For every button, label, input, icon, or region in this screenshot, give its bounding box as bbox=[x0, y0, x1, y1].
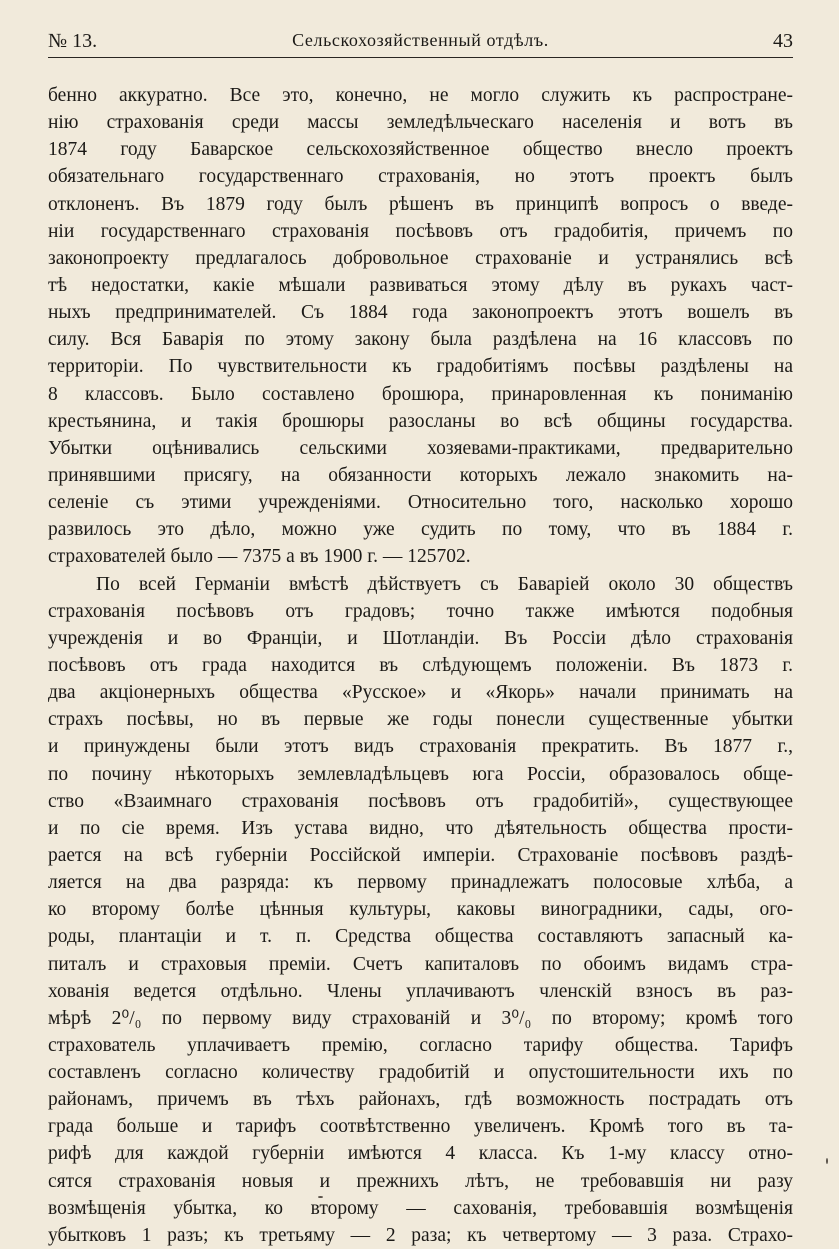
text-line: законопроекту предлагалось добровольное страхованіе и устранялись всѣ bbox=[48, 247, 793, 269]
text-line: возмѣщенія убытка, ко второму — сахованія, требовавшія возмѣщенія bbox=[48, 1197, 793, 1219]
text-line: нію страхованія среди массы земледѣльческаго населенія и вотъ въ bbox=[48, 112, 793, 134]
page-number: 43 bbox=[773, 30, 793, 52]
text-line: ніи государственнаго страхованія посѣвовъ отъ градобитія, причемъ по bbox=[48, 220, 793, 242]
text-line: 1874 году Баварское сельскохозяйственное общество внесло проектъ bbox=[48, 139, 793, 161]
paragraph-end-line: страхователей было — 7375 а въ 1900 г. — 125702. bbox=[48, 546, 471, 568]
text-line: мѣрѣ 2⁰/₀ по первому виду страхованій и 3⁰/₀ по второму; кромѣ того bbox=[48, 1007, 793, 1029]
text-line: ко второму болѣе цѣнныя культуры, каковы виноградники, сады, ого- bbox=[48, 899, 793, 921]
text-line: принявшими присягу, на обязанности которыхъ лежало знакомить на- bbox=[48, 464, 793, 486]
text-line: Убытки оцѣнивались сельскими хозяевами-практиками, предварительно bbox=[48, 437, 793, 459]
paper-speck bbox=[318, 1196, 323, 1198]
text-line: страхователь уплачиваетъ премію, согласно тарифу общества. Тарифъ bbox=[48, 1034, 793, 1056]
body-text bbox=[48, 82, 793, 1249]
paper-speck bbox=[826, 1158, 828, 1164]
text-line: крестьянина, и такія брошюры разосланы во всѣ общины государства. bbox=[48, 410, 793, 432]
text-line: учрежденія и во Франціи, и Шотландіи. Въ Россіи дѣло страхованія bbox=[48, 627, 793, 649]
paragraph-start-line: По всей Германіи вмѣстѣ дѣйствуетъ съ Баваріей около 30 обществъ bbox=[96, 573, 793, 595]
text-line: тѣ недостатки, какіе мѣшали развиваться этому дѣлу въ рукахъ част- bbox=[48, 274, 793, 296]
issue-number: № 13. bbox=[48, 30, 98, 52]
text-line: районамъ, причемъ въ тѣхъ районахъ, гдѣ возможность пострадать отъ bbox=[48, 1089, 793, 1111]
text-line: силу. Вся Баварія по этому закону была раздѣлена на 16 классовъ по bbox=[48, 329, 793, 351]
text-line: града больше и тарифъ соотвѣтственно увеличенъ. Кромѣ того въ та- bbox=[48, 1116, 793, 1138]
header-rule bbox=[48, 57, 793, 58]
text-line: селеніе съ этими учрежденіями. Относительно того, насколько хорошо bbox=[48, 492, 793, 514]
text-line: убытковъ 1 разъ; къ третьяму — 2 раза; къ четвертому — 3 раза. Страхо- bbox=[48, 1224, 793, 1246]
text-line: рифѣ для каждой губерніи имѣются 4 класса. Къ 1-му классу отно- bbox=[48, 1143, 793, 1165]
text-line: посѣвовъ отъ града находится въ слѣдующемъ положеніи. Въ 1873 г. bbox=[48, 654, 793, 676]
text-line: страхованія посѣвовъ отъ градовъ; точно также имѣются подобныя bbox=[48, 600, 793, 622]
section-title: Сельскохозяйственный отдѣлъ. bbox=[292, 30, 549, 50]
text-line: развилось это дѣло, можно уже судить по тому, что въ 1884 г. bbox=[48, 519, 793, 541]
text-line: и по сіе время. Изъ устава видно, что дѣятельность общества прости- bbox=[48, 817, 793, 839]
text-line: бенно аккуратно. Все это, конечно, не могло служить къ распростране- bbox=[48, 85, 793, 106]
text-line: два акціонерныхъ общества «Русское» и «Якорь» начали принимать на bbox=[48, 682, 793, 704]
text-line: сятся страхованія новыя и прежнихъ лѣтъ, не требовавшія ни разу bbox=[48, 1170, 793, 1192]
running-header bbox=[48, 30, 793, 56]
text-line: ство «Взаимнаго страхованія посѣвовъ отъ градобитій», существующее bbox=[48, 790, 793, 812]
text-line: рается на всѣ губерніи Россійской имперіи. Страхованіе посѣвовъ раздѣ- bbox=[48, 844, 793, 866]
text-line: территоріи. По чувствительности къ градобитіямъ посѣвы раздѣлены на bbox=[48, 356, 793, 378]
text-line: составленъ согласно количеству градобитій и опустошительности ихъ по bbox=[48, 1062, 793, 1084]
text-line: хованія ведется отдѣльно. Члены уплачиваютъ членскій взносъ въ раз- bbox=[48, 980, 793, 1002]
text-line: отклоненъ. Въ 1879 году былъ рѣшенъ въ принципѣ вопросъ о введе- bbox=[48, 193, 793, 215]
text-line: ныхъ предпринимателей. Съ 1884 года законопроектъ этотъ вошелъ въ bbox=[48, 302, 793, 324]
text-line: по почину нѣкоторыхъ землевладѣльцевъ юга Россіи, образовалось обще- bbox=[48, 763, 793, 785]
text-line: питалъ и страховыя преміи. Счетъ капиталовъ по обоимъ видамъ стра- bbox=[48, 953, 793, 975]
text-line: и принуждены были этотъ видъ страхованія прекратить. Въ 1877 г., bbox=[48, 736, 793, 758]
text-line: обязательнаго государственнаго страхованія, но этотъ проектъ былъ bbox=[48, 166, 793, 188]
text-line: 8 классовъ. Было составлено брошюра, принаровленная къ пониманію bbox=[48, 383, 793, 405]
text-line: страхъ посѣвы, но въ первые же годы понесли существенные убытки bbox=[48, 709, 793, 731]
text-line: роды, плантаціи и т. п. Средства общества составляютъ запасный ка- bbox=[48, 926, 793, 948]
text-line: ляется на два разряда: къ первому принадлежатъ полосовые хлѣба, а bbox=[48, 872, 793, 894]
